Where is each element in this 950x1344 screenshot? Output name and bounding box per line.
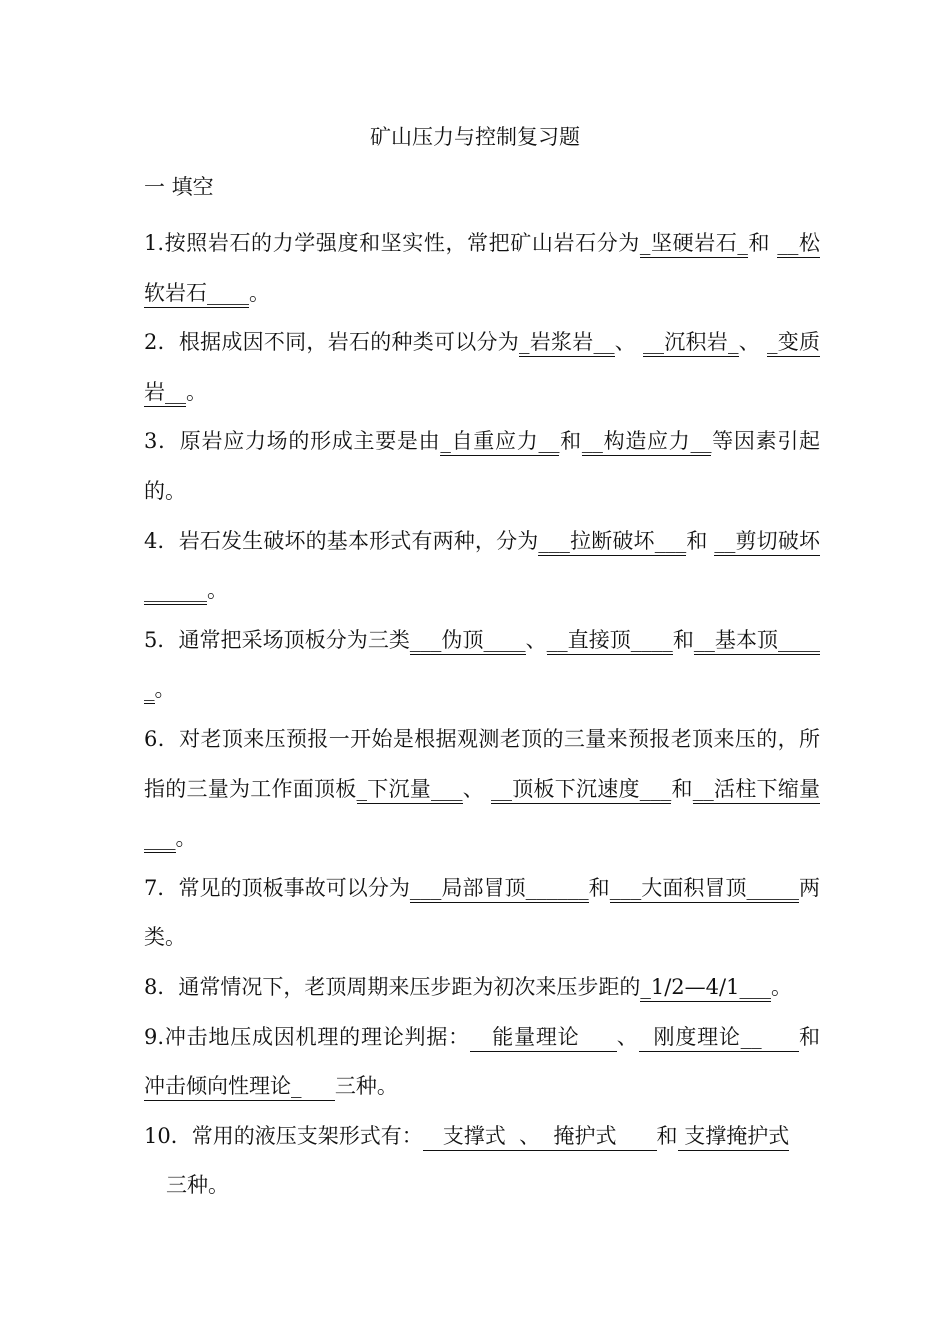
answer-blank: 能量理论 — [470, 1025, 617, 1052]
question-text: 、 — [738, 330, 767, 355]
question-3 — [144, 417, 820, 516]
question-text: 。 — [186, 379, 207, 404]
question-text: 和 — [747, 231, 778, 255]
answer-blank: _1/2—4/1___ — [640, 975, 771, 1002]
question-text: 岩石发生破坏的基本形式有两种，分为 — [178, 528, 539, 553]
question-number: 6． — [144, 726, 180, 751]
answer-blank: __直接顶____ — [547, 628, 673, 655]
question-text: 。 — [154, 677, 176, 702]
question-text: 根据成因不同，岩石的种类可以分为 — [178, 330, 520, 355]
question-number: 3． — [144, 429, 180, 454]
question-text: 和 — [672, 627, 694, 652]
question-4 — [144, 517, 820, 616]
question-number: 8． — [144, 974, 179, 999]
question-text: 等因素引起的。 — [144, 429, 821, 503]
answer-blank: _坚硬岩石_ — [640, 231, 748, 258]
question-8 — [144, 963, 820, 1013]
answer-blank: __松软岩石____ — [144, 231, 820, 308]
question-1 — [144, 219, 820, 318]
answer-blank: 刚度理论__ — [639, 1025, 799, 1052]
question-text: 和 — [588, 875, 610, 900]
question-number: 9. — [144, 1024, 165, 1049]
answer-blank: __沉积岩_ — [643, 330, 739, 357]
question-text: 对老顶来压预报一开始是根据观测老顶的三量来预报老顶来压的，所指的三量为工作面顶板 — [144, 726, 820, 801]
document-title: 矿山压力与控制复习题 — [370, 125, 580, 149]
question-7 — [144, 864, 820, 963]
question-9 — [144, 1013, 820, 1112]
question-text: 。 — [249, 280, 270, 305]
question-text: 和 — [656, 1123, 678, 1148]
answer-blank: _下沉量___ — [357, 777, 463, 804]
question-text: 、 — [525, 627, 547, 652]
answer-blank: __基本顶_____ — [144, 628, 820, 705]
answer-blank: _自重应力__ — [440, 429, 559, 456]
answer-blank: __顶板下沉速度___ — [491, 777, 671, 804]
question-text: 和 — [799, 1024, 821, 1049]
question-text: 通常把采场顶板分为三类 — [178, 627, 410, 652]
question-number: 5． — [144, 627, 179, 652]
answer-blank: _变质岩__ — [144, 330, 820, 407]
question-10 — [144, 1112, 820, 1211]
question-text: 三种。 — [334, 1074, 398, 1099]
question-number: 10． — [144, 1123, 192, 1148]
question-number: 4． — [144, 528, 179, 553]
answer-blank: 支撑掩护式 — [678, 1124, 790, 1151]
question-text: 和 — [686, 528, 715, 553]
answer-blank: __构造应力__ — [582, 429, 712, 456]
answer-blank: 冲击倾向性理论_ — [144, 1074, 335, 1101]
answer-blank: ___大面积冒顶_____ — [610, 876, 799, 903]
answer-blank: _岩浆岩__ — [519, 330, 615, 357]
answer-blank: ___伪顶____ — [410, 628, 526, 655]
question-text: 、 — [614, 330, 643, 355]
question-text: 常用的液压支架形式有： — [191, 1123, 423, 1148]
question-text: 和 — [671, 776, 693, 801]
question-text: 常见的顶板事故可以分为 — [178, 875, 410, 900]
question-2 — [144, 318, 820, 417]
question-6 — [144, 715, 820, 864]
question-text: 。 — [175, 826, 197, 851]
question-text: 、 — [616, 1024, 639, 1049]
question-text: 冲击地压成因机理的理论判据： — [164, 1024, 470, 1049]
question-text: 、 — [462, 776, 491, 801]
question-text: 两类。 — [144, 875, 821, 950]
question-number: 2． — [144, 330, 179, 355]
answer-blank: ___拉断破坏___ — [538, 529, 686, 556]
question-5 — [144, 616, 820, 715]
question-text: 。 — [770, 974, 792, 999]
answer-blank: __活柱下缩量___ — [144, 777, 820, 854]
question-number: 7． — [144, 875, 179, 900]
question-text: 。 — [207, 578, 228, 603]
question-text: 按照岩石的力学强度和坚实性，常把矿山岩石分为 — [164, 231, 640, 255]
section-heading: 一 填空 — [144, 175, 214, 199]
question-text: 和 — [559, 429, 582, 454]
question-text: 原岩应力场的形成主要是由 — [179, 429, 441, 454]
answer-blank: 支撑式 、 掩护式 — [423, 1124, 657, 1151]
question-text: 三种。 — [166, 1173, 229, 1198]
question-text: 通常情况下，老顶周期来压步距为初次来压步距的 — [178, 974, 641, 999]
answer-blank: ___局部冒顶______ — [410, 876, 589, 903]
question-number: 1. — [144, 231, 165, 255]
question-list — [144, 219, 820, 1211]
answer-blank: __剪切破坏______ — [144, 529, 820, 606]
